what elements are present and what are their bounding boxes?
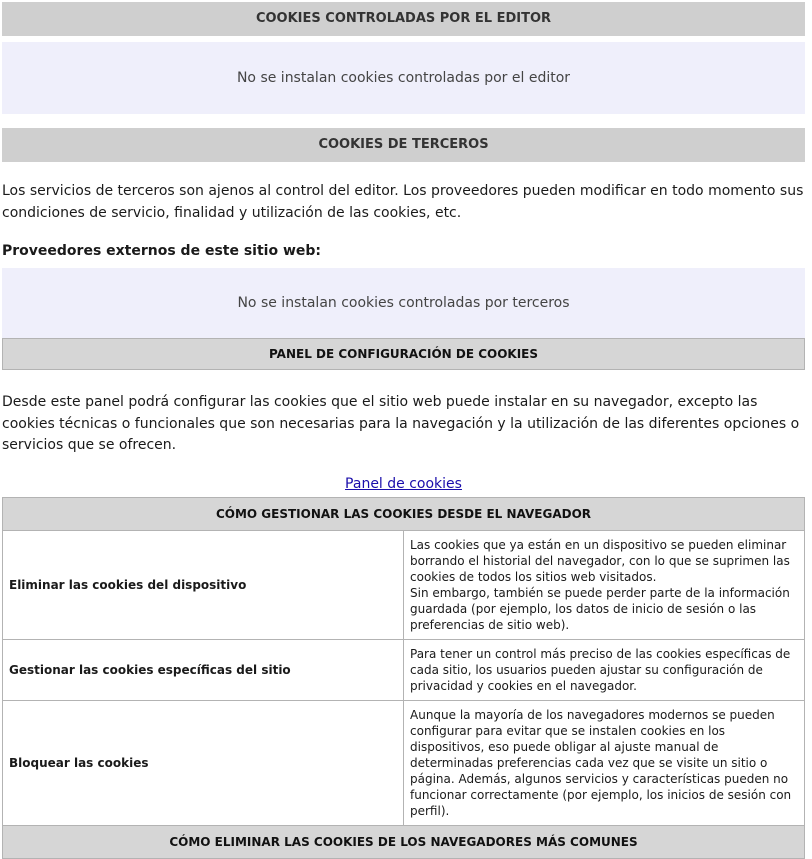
row-description: [404, 530, 805, 639]
browser-table-heading: CÓMO GESTIONAR LAS COOKIES DESDE EL NAVEGADOR: [3, 497, 805, 530]
row-description: [404, 639, 805, 700]
row-text: Para tener un control más preciso de las cookies específicas de cada sitio, los usuarios pueden ajustar su configuración de privacidad y cookies en el navegador.: [410, 646, 791, 693]
cookie-panel-link[interactable]: Panel de cookies: [345, 475, 462, 492]
editor-cookies-notice: No se instalan cookies controladas por el editor: [2, 42, 805, 114]
providers-heading: Proveedores externos de este sitio web:: [2, 243, 321, 259]
config-panel-paragraph: Desde este panel podrá configurar las cookies que el sitio web puede instalar en su navegador, excepto las cookies técnicas o funcionales que son necesarias para la navegación y la utilización de las diferentes opciones o servicios que se ofrecen.: [2, 394, 800, 453]
row-text: Sin embargo, también se puede perder parte de la información guardada (por ejemplo, los datos de inicio de sesión o las preferencias de sitio web).: [410, 585, 790, 632]
table-row: [3, 530, 805, 639]
row-text: Las cookies que ya están en un dispositivo se pueden eliminar borrando el historial del navegador, con lo que se suprimen las cookies de todos los sitios web visitados.: [410, 537, 790, 584]
cookie-policy: [2, 2, 805, 859]
browser-cookies-table: [2, 497, 805, 859]
table-row: [3, 639, 805, 700]
editor-cookies-heading: COOKIES CONTROLADAS POR EL EDITOR: [2, 2, 805, 36]
table-row: [3, 700, 805, 825]
row-label: Eliminar las cookies del dispositivo: [3, 530, 404, 639]
row-label: Gestionar las cookies específicas del sitio: [3, 639, 404, 700]
third-party-paragraph: Los servicios de terceros son ajenos al control del editor. Los proveedores pueden modificar en todo momento sus condiciones de servicio, finalidad y utilización de las cookies, etc.: [2, 183, 804, 221]
third-party-cookies-heading: COOKIES DE TERCEROS: [2, 128, 805, 162]
common-browsers-heading: CÓMO ELIMINAR LAS COOKIES DE LOS NAVEGADORES MÁS COMUNES: [3, 825, 805, 858]
row-text: Aunque la mayoría de los navegadores modernos se pueden configurar para evitar que se instalen cookies en los dispositivos, eso puede obligar al ajuste manual de determinadas preferencias cada vez que se visite un sitio o página. Además, algunos servicios y características pueden no funcionar correctamente (por ejemplo, los inicios de sesión con perfil).: [410, 707, 792, 818]
row-label: Bloquear las cookies: [3, 700, 404, 825]
third-party-cookies-notice: No se instalan cookies controladas por terceros: [2, 268, 805, 338]
config-panel-heading: PANEL DE CONFIGURACIÓN DE COOKIES: [2, 338, 805, 370]
row-description: [404, 700, 805, 825]
